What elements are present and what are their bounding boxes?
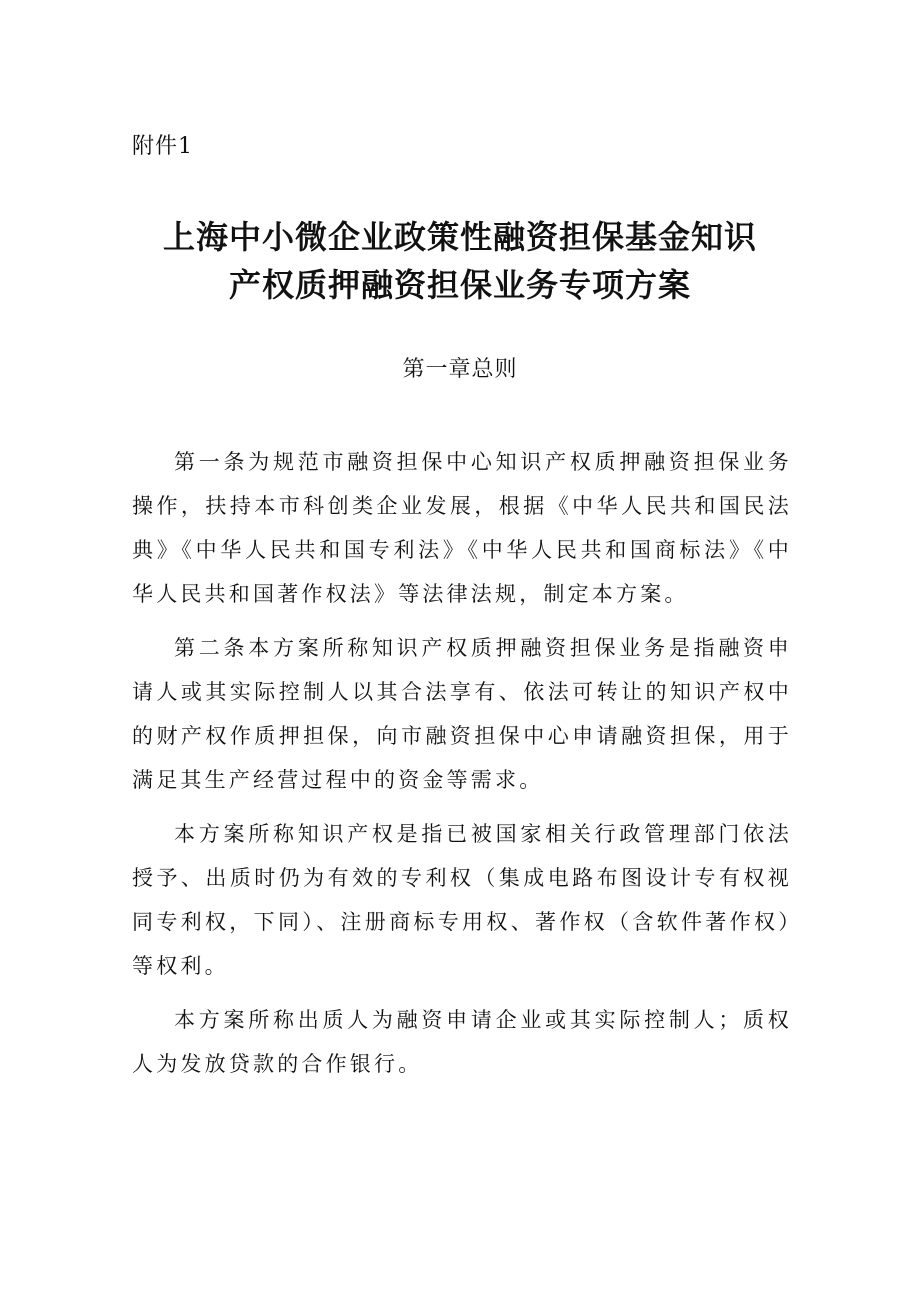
document-title-line-1: 上海中小微企业政策性融资担保基金知识 xyxy=(162,218,757,256)
ip-definition-paragraph: 本方案所称知识产权是指已被国家相关行政管理部门依法授予、出质时仍为有效的专利权（集成电路布图设计专有权视同专利权，下同）、注册商标专用权、著作权（含软件著作权）等权利。 xyxy=(132,822,792,978)
chapter-heading: 第一章总则 xyxy=(402,357,518,382)
attachment-label: 附件1 xyxy=(132,134,193,159)
document-title-line-2: 产权质押融资担保业务专项方案 xyxy=(228,266,691,304)
pledgor-definition-paragraph: 本方案所称出质人为融资申请企业或其实际控制人；质权人为发放贷款的合作银行。 xyxy=(132,1008,792,1076)
document-body xyxy=(132,440,792,1096)
article-2-paragraph: 第二条本方案所称知识产权质押融资担保业务是指融资申请人或其实际控制人以其合法享有、依法可转让的知识产权中的财产权作质押担保，向市融资担保中心申请融资担保，用于满足其生产经营过程中的资金等需求。 xyxy=(132,636,792,792)
article-1-paragraph: 第一条为规范市融资担保中心知识产权质押融资担保业务操作，扶持本市科创类企业发展，根据《中华人民共和国民法典》《中华人民共和国专利法》《中华人民共和国商标法》《中华人民共和国著作权法》等法律法规，制定本方案。 xyxy=(132,450,792,606)
